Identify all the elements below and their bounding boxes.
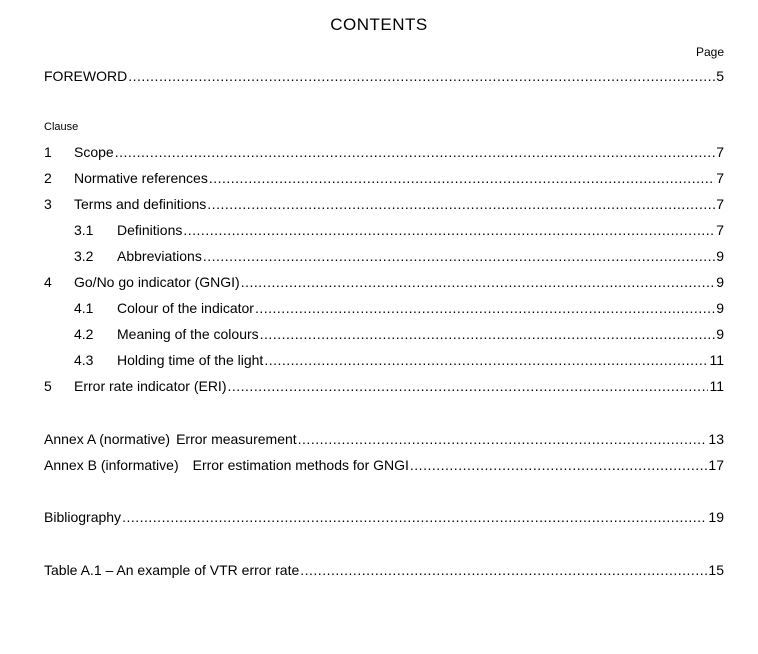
dot-leader [203, 248, 715, 264]
toc-clause-number: 4 [44, 274, 52, 290]
dot-leader [264, 352, 708, 368]
dot-leader [241, 274, 715, 290]
toc-entry-clause-3-1[interactable] [74, 222, 724, 242]
toc-clause-number: 3.2 [74, 248, 94, 264]
dot-leader [207, 196, 715, 212]
toc-page-number: 19 [708, 509, 724, 525]
dot-leader [122, 509, 707, 525]
dot-leader [115, 144, 716, 160]
toc-entry-label: Holding time of the light [117, 352, 264, 368]
toc-clause-number: 4.3 [74, 352, 94, 368]
toc-entry-label: Table A.1 – An example of VTR error rate [44, 562, 300, 578]
toc-entry-label: Normative references [74, 170, 208, 186]
toc-entry-label: Scope [74, 144, 114, 160]
toc-entry-clause-3[interactable] [44, 196, 724, 216]
toc-page-number: 11 [709, 378, 724, 394]
dot-leader [410, 457, 708, 473]
toc-entry-label: Bibliography [44, 509, 122, 525]
toc-entry-label: Colour of the indicator [117, 300, 254, 316]
toc-clause-number: 4.1 [74, 300, 94, 316]
toc-entry-bibliography[interactable] [44, 509, 724, 529]
toc-entry-foreword[interactable] [44, 68, 724, 88]
toc-page-number: 7 [716, 222, 724, 238]
toc-entry-clause-4-1[interactable] [74, 300, 724, 320]
toc-entry-label: Terms and definitions [74, 196, 207, 212]
toc-clause-number: 4.2 [74, 326, 94, 342]
toc-entry-clause-4-2[interactable] [74, 326, 724, 346]
toc-entry-clause-4[interactable] [44, 274, 724, 294]
dot-leader [227, 378, 708, 394]
toc-clause-number: 1 [44, 144, 52, 160]
toc-entry-clause-5[interactable] [44, 378, 724, 398]
toc-entry-label: Meaning of the colours [117, 326, 259, 342]
toc-annex-prefix: Annex A (normative) [44, 431, 171, 447]
toc-entry-clause-1[interactable] [44, 144, 724, 164]
toc-page-number: 17 [708, 457, 724, 473]
dot-leader [260, 326, 716, 342]
toc-clause-number: 3 [44, 196, 52, 212]
page-column-header: Page [695, 45, 724, 59]
dot-leader [128, 68, 715, 84]
toc-annex-prefix: Annex B (informative) [44, 457, 179, 473]
toc-entry-label: Definitions [117, 222, 183, 238]
toc-entry-label: Error estimation methods for GNGI [192, 457, 409, 473]
dot-leader [298, 431, 708, 447]
clause-column-header: Clause [44, 121, 79, 133]
toc-entry-clause-2[interactable] [44, 170, 724, 190]
toc-page-number: 7 [716, 170, 724, 186]
toc-page-number: 9 [716, 326, 724, 342]
toc-entry-annex-a[interactable] [44, 431, 724, 451]
toc-entry-annex-b[interactable] [44, 457, 724, 477]
toc-entry-label: Abbreviations [117, 248, 202, 264]
toc-clause-number: 5 [44, 378, 52, 394]
toc-page-number: 5 [716, 68, 724, 84]
toc-clause-number: 3.1 [74, 222, 94, 238]
document-title: CONTENTS [330, 15, 428, 34]
toc-entry-label: Go/No go indicator (GNGI) [74, 274, 240, 290]
toc-entry-label: Error measurement [176, 431, 297, 447]
toc-entry-table-a1[interactable] [44, 562, 724, 582]
toc-entry-label: Error rate indicator (ERI) [74, 378, 227, 394]
toc-page-number: 11 [709, 352, 724, 368]
toc-page-number: 7 [716, 196, 724, 212]
dot-leader [209, 170, 715, 186]
toc-entry-clause-3-2[interactable] [74, 248, 724, 268]
toc-page-number: 9 [716, 300, 724, 316]
toc-page-number: 9 [716, 248, 724, 264]
toc-page-number: 9 [716, 274, 724, 290]
toc-entry-label: FOREWORD [44, 68, 128, 84]
dot-leader [300, 562, 707, 578]
toc-page-number: 13 [708, 431, 724, 447]
toc-clause-number: 2 [44, 170, 52, 186]
toc-entry-clause-4-3[interactable] [74, 352, 724, 372]
dot-leader [183, 222, 715, 238]
toc-page-number: 7 [716, 144, 724, 160]
toc-page-number: 15 [708, 562, 724, 578]
dot-leader [255, 300, 715, 316]
